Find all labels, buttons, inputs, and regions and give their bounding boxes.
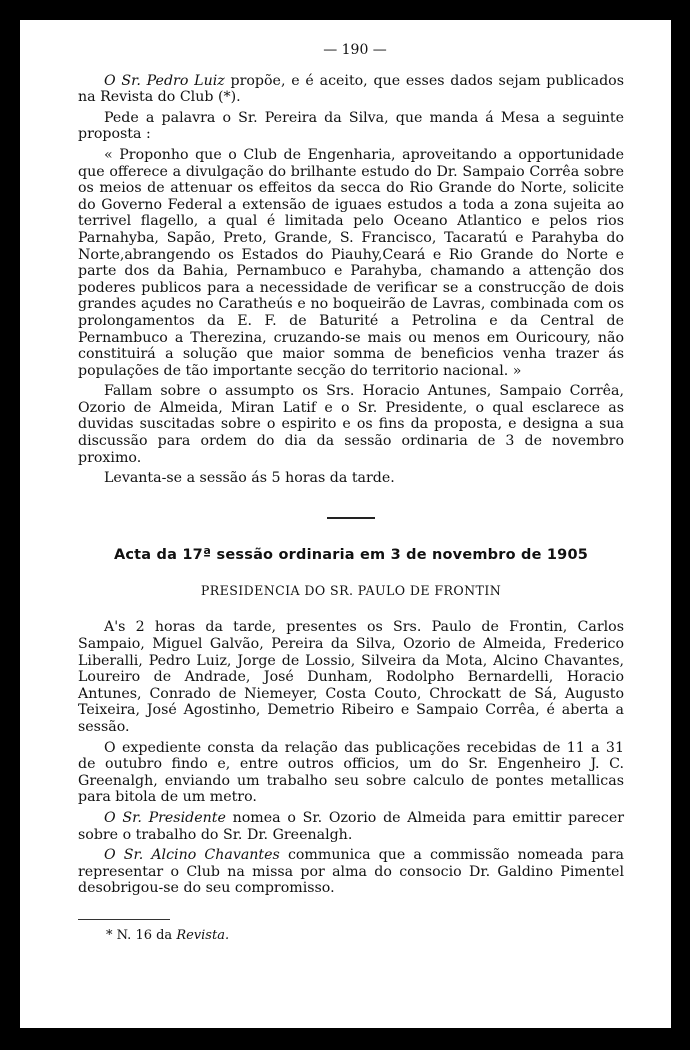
- speaker-name: O Sr. Presidente: [104, 809, 226, 826]
- section-divider: [327, 517, 375, 519]
- paragraph-pedro-luiz: [78, 73, 624, 106]
- proposal-quote: « Proponho que o Club de Engenharia, aproveitando a opportunidade que offerece a divulgação do brilhante estudo do Dr. Sampaio Corrêa sobre os meios de attenuar os effeitos da secca do Rio Grande do Norte, solicite do Governo Federal a extensão de iguaes estudos a toda a zona sujeita ao terrivel flagello, a qual é limitada pelo Oceano Atlantico e pelos rios Parnahyba, Sapão, Preto, Grande, S. Francisco, Tacaratú e Parahyba do Norte,abrangendo os Estados do Piauhy,Ceará e Rio Grande do Norte e parte dos da Bahia, Pernambuco e Parahyba, chamando a attenção dos poderes publicos para a necessidade de verificar se a construcção de dois grandes açudes no Caratheús e no boqueirão de Lavras, combinada com os prolongamentos da E. F. de Baturité a Petrolina e da Central de Pernambuco a Therezina, cruzando-se mais ou menos em Ouricoury, não constituirá a solução que maior somma de beneficios venha trazer ás populações de tão importante secção do territorio nacional. »: [78, 146, 624, 379]
- section-heading: Acta da 17ª sessão ordinaria em 3 de novembro de 1905: [113, 546, 589, 563]
- page-content: [78, 42, 624, 945]
- paragraph-expediente: O expediente consta da relação das publicações recebidas de 11 a 31 de outubro findo e, entre outros officios, um do Sr. Engenheiro J. C. Greenalgh, enviando um trabalho seu sobre calculo de pontes metallicas para bitola de um metro.: [78, 739, 624, 806]
- speaker-name: O Sr. Alcino Chavantes: [104, 847, 280, 864]
- paragraph-alcino-chavantes: [78, 847, 624, 897]
- footnote-text: N. 16 da: [112, 927, 177, 943]
- footnote-divider: [78, 919, 170, 920]
- document-page: [20, 20, 671, 1028]
- paragraph-pereira-silva: Pede a palavra o Sr. Pereira da Silva, que manda á Mesa a seguinte proposta :: [78, 109, 624, 143]
- paragraph-text: nomea o Sr. Ozorio de Almeida para emittir parecer sobre o trabalho do Sr. Dr. Greenalgh.: [78, 809, 625, 843]
- page-number: — 190 —: [323, 42, 387, 58]
- paragraph-text: propõe, e é aceito, que esses dados sejam publicados na Revista do Club (*).: [78, 72, 624, 106]
- paragraph-discussion: Fallam sobre o assumpto os Srs. Horacio Antunes, Sampaio Corrêa, Ozorio de Almeida, Miran Latif e o Sr. Presidente, o qual esclarece as duvidas suscitadas sobre o espirito e os fins da proposta, e designa a sua discussão para ordem do dia da sessão ordinaria de 3 de novembro proximo.: [78, 383, 624, 466]
- paragraph-presidente: [78, 810, 624, 843]
- paragraph-adjournment: Levanta-se a sessão ás 5 horas da tarde.: [104, 470, 395, 487]
- paragraph-attendance: A's 2 horas da tarde, presentes os Srs. Paulo de Frontin, Carlos Sampaio, Miguel Galvão, Pereira da Silva, Ozorio de Almeida, Frederico Liberalli, Pedro Luiz, Jorge de Lossio, Silveira da Mota, Alcino Chavantes, Loureiro de Andrade, José Dunham, Rodolpho Bernardelli, Horacio Antunes, Conrado de Niemeyer, Costa Couto, Chrockatt de Sá, Augusto Teixeira, José Agostinho, Demetrio Ribeiro e Sampaio Corrêa, é aberta a sessão.: [78, 619, 624, 735]
- footnote-source: Revista.: [176, 927, 230, 943]
- footnote-marker: *: [106, 927, 113, 943]
- paragraph-text: communica que a commissão nomeada para representar o Club na missa por alma do consocio Dr. Galdino Pimentel desobrigou-se do seu compromisso.: [78, 847, 625, 897]
- section-subheading: PRESIDENCIA DO SR. PAULO DE FRONTIN: [200, 582, 502, 598]
- speaker-name: O Sr. Pedro Luiz: [104, 72, 225, 89]
- footnote: [78, 928, 624, 945]
